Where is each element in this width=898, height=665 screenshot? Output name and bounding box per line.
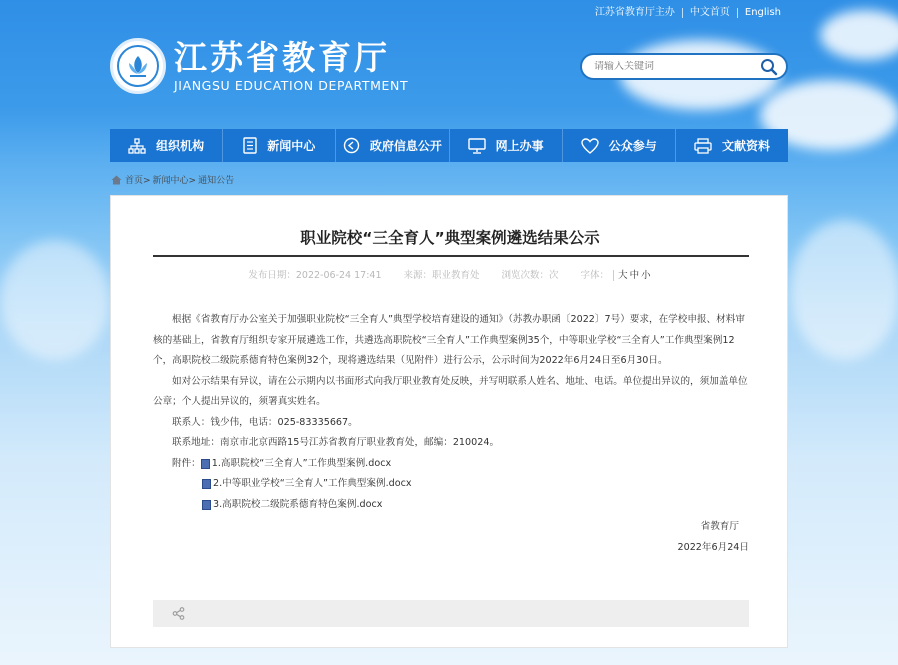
nav-item-gov-info[interactable] [336, 129, 449, 162]
article-meta [111, 267, 789, 281]
cloud [790, 220, 898, 360]
font-size-small[interactable]: 小 [641, 270, 651, 281]
site-name-cn: 江苏省教育厅 [174, 37, 390, 77]
document-icon [243, 137, 257, 154]
font-size-label: 字体： [580, 270, 610, 281]
nav-item-news[interactable] [223, 129, 336, 162]
article-title: 职业院校“三全育人”典型案例遴选结果公示 [300, 229, 600, 247]
title-divider [153, 255, 749, 257]
site-logo[interactable] [110, 38, 408, 94]
paragraph: 如对公示结果有异议，请在公示期内以书面形式向我厅职业教育处反映，并写明联系人姓名、地址、电话。单位提出异议的，须加盖单位公章；个人提出异议的，须署真实姓名。 [153, 375, 748, 407]
nav-label: 政府信息公开 [369, 139, 442, 153]
english-link[interactable]: English [744, 7, 781, 18]
attachment-link[interactable]: 3.高职院校二级院系德育特色案例.docx [213, 498, 383, 510]
info-circle-icon [343, 137, 360, 154]
nav-label: 组织机构 [156, 139, 205, 153]
nav-label: 文献资料 [721, 139, 770, 153]
font-size-options [613, 270, 652, 281]
sign-date: 2022年6月24日 [677, 541, 749, 553]
monitor-icon [468, 138, 486, 154]
font-size-large[interactable]: 大 [618, 270, 628, 281]
nav-item-public-participation[interactable] [563, 129, 676, 162]
share-icon[interactable] [172, 607, 185, 620]
docx-file-icon [201, 459, 210, 469]
nav-item-online-service[interactable] [450, 129, 563, 162]
nav-item-org[interactable] [110, 129, 223, 162]
breadcrumb-home[interactable]: 首页> [125, 176, 151, 186]
article-card [110, 195, 788, 648]
signature: 省教育厅 [700, 521, 739, 532]
paragraph: 根据《省教育厅办公室关于加强职业院校“三全育人”典型学校培育建设的通知》（苏教办职函〔2022〕7号）要求，在学校申报、材料审核的基础上，省教育厅组织专家开展遴选工作，共遴选高职院校“三全育人”工作典型案例35个，中等职业学校“三全育人”工作典型案例12个，高职院校二级院系德育特色案例32个，现将遴选结果（见附件）进行公示，公示时间为2022年6月24日至6月30日。 [153, 314, 745, 366]
nav-label: 新闻中心 [267, 139, 316, 153]
font-size-medium[interactable]: 中 [629, 270, 640, 281]
nav-label: 公众参与 [608, 139, 657, 153]
search-input[interactable] [594, 61, 754, 72]
share-bar [153, 600, 749, 627]
contact-line: 联系人：钱少伟，电话：025-83335667。 [172, 416, 358, 428]
nav-item-documents[interactable] [676, 129, 788, 162]
article-body [153, 310, 749, 558]
article-source: 来源：职业教育处 [403, 270, 480, 281]
sponsor-text: 江苏省教育厅主办 [594, 7, 675, 18]
attachment-link[interactable]: 2.中等职业学校“三全育人”工作典型案例.docx [213, 478, 412, 489]
attachment-row [153, 495, 749, 516]
cloud [0, 240, 110, 360]
attachment-row [153, 474, 749, 495]
top-links [588, 6, 788, 20]
search-box [580, 53, 788, 80]
breadcrumb [111, 173, 236, 186]
heart-icon [581, 138, 599, 154]
org-chart-icon [128, 138, 146, 154]
attachment-row [153, 454, 749, 475]
nav-label: 网上办事 [495, 139, 544, 153]
attachment-link[interactable]: 1.高职院校“三全育人”工作典型案例.docx [211, 457, 392, 469]
breadcrumb-news[interactable]: 新闻中心> [152, 176, 197, 186]
cloud [820, 10, 898, 60]
main-nav [110, 129, 788, 162]
attachments-label: 附件： [172, 457, 201, 469]
breadcrumb-notice[interactable]: 通知公告 [198, 176, 235, 186]
docx-file-icon [202, 500, 211, 510]
home-icon [111, 175, 122, 185]
emblem-icon [110, 38, 166, 94]
site-name-en: JIANGSU EDUCATION DEPARTMENT [174, 77, 409, 93]
search-icon[interactable] [760, 58, 778, 76]
docx-file-icon [202, 479, 211, 489]
font-size-control [581, 267, 652, 281]
publish-date: 发布日期：2022-06-24 17:41 [248, 270, 382, 281]
address-line: 联系地址：南京市北京西路15号江苏省教育厅职业教育处，邮编：210024。 [172, 437, 500, 448]
view-count: 浏览次数：次 [501, 270, 559, 281]
chinese-home-link[interactable]: 中文首页 [689, 7, 730, 18]
print-icon [694, 138, 712, 154]
